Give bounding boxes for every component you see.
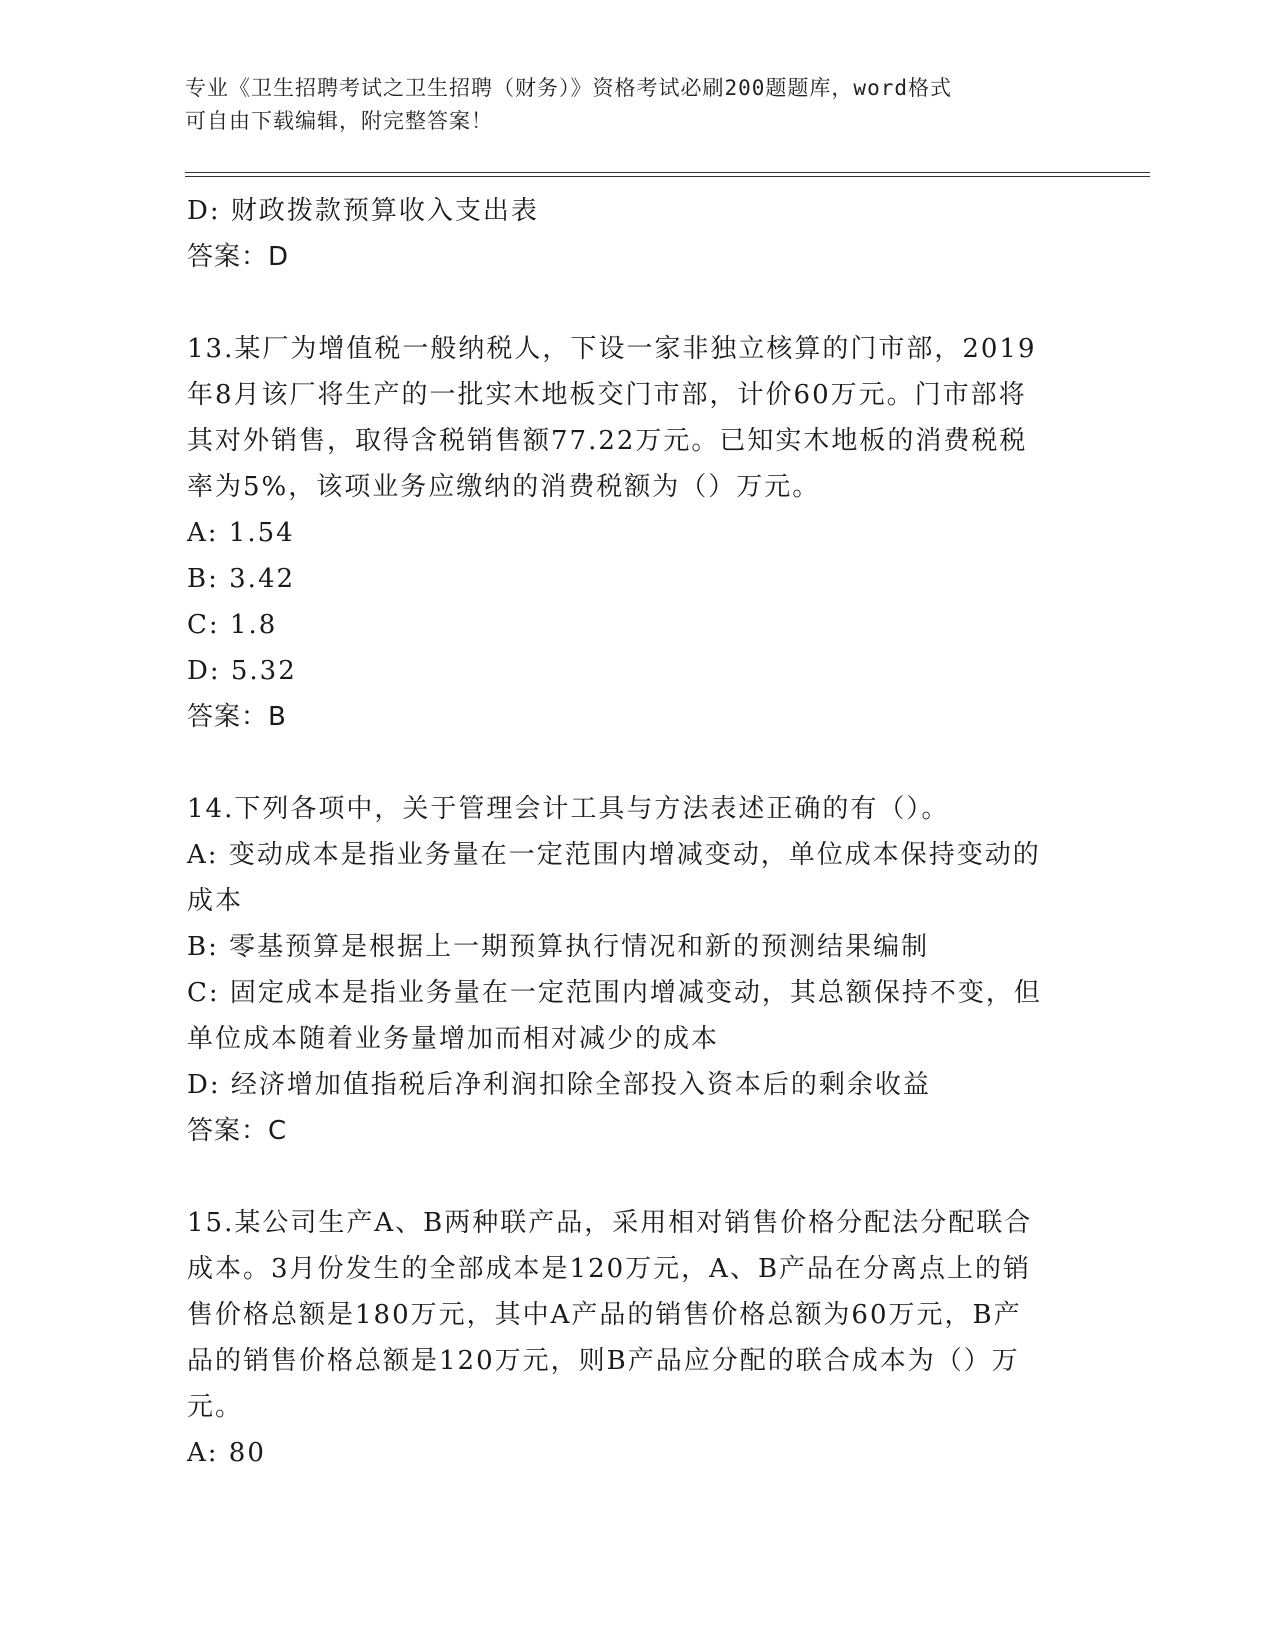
question-stem-line: 率为5%，该项业务应缴纳的消费税额为（）万元。 (187, 472, 821, 502)
question-stem-line: 15.某公司生产A、B两种联产品，采用相对销售价格分配法分配联合 (187, 1208, 1033, 1238)
option-a: A: 1.54 (187, 518, 295, 548)
option-c-continued: 单位成本随着业务量增加而相对减少的成本 (187, 1024, 720, 1054)
question-stem-line: 14.下列各项中，关于管理会计工具与方法表述正确的有（）。 (187, 794, 950, 824)
option-a: A: 80 (187, 1438, 266, 1468)
question-12-fragment (187, 188, 1077, 280)
question-14 (187, 786, 1077, 1154)
spacer (187, 1154, 1077, 1200)
header-line-2: 可自由下载编辑，附完整答案！ (185, 109, 493, 133)
document-header (185, 72, 1065, 138)
spacer (187, 280, 1077, 326)
option-a: A: 变动成本是指业务量在一定范围内增减变动，单位成本保持变动的 (187, 840, 1041, 870)
answer: 答案：D (187, 242, 290, 272)
answer: 答案：B (187, 702, 287, 732)
question-15 (187, 1200, 1077, 1476)
answer: 答案：C (187, 1116, 288, 1146)
header-line-1: 专业《卫生招聘考试之卫生招聘（财务）》资格考试必刷200题题库，word格式 (185, 76, 952, 100)
option-a-continued: 成本 (187, 886, 244, 916)
option-d: D: 5.32 (187, 656, 297, 686)
question-stem-line: 品的销售价格总额是120万元，则B产品应分配的联合成本为（）万 (187, 1346, 1020, 1376)
question-stem-line: 13.某厂为增值税一般纳税人，下设一家非独立核算的门市部，2019 (187, 334, 1037, 364)
question-stem-line: 成本。3月份发生的全部成本是120万元，A、B产品在分离点上的销 (187, 1254, 1032, 1284)
option-d: D: 经济增加值指税后净利润扣除全部投入资本后的剩余收益 (187, 1070, 931, 1100)
option-d: D: 财政拨款预算收入支出表 (187, 196, 539, 226)
header-divider (185, 172, 1150, 177)
question-stem-line: 售价格总额是180万元，其中A产品的销售价格总额为60万元，B产 (187, 1300, 1022, 1330)
question-stem-line: 年8月该厂将生产的一批实木地板交门市部，计价60万元。门市部将 (187, 380, 1027, 410)
document-body (187, 188, 1077, 1476)
option-c: C: 1.8 (187, 610, 278, 640)
option-b: B: 零基预算是根据上一期预算执行情况和新的预测结果编制 (187, 932, 930, 962)
question-13 (187, 326, 1077, 740)
question-stem-line: 其对外销售，取得含税销售额77.22万元。已知实木地板的消费税税 (187, 426, 1028, 456)
option-c: C: 固定成本是指业务量在一定范围内增减变动，其总额保持不变，但 (187, 978, 1042, 1008)
spacer (187, 740, 1077, 786)
option-b: B: 3.42 (187, 564, 296, 594)
question-stem-line: 元。 (187, 1392, 244, 1422)
